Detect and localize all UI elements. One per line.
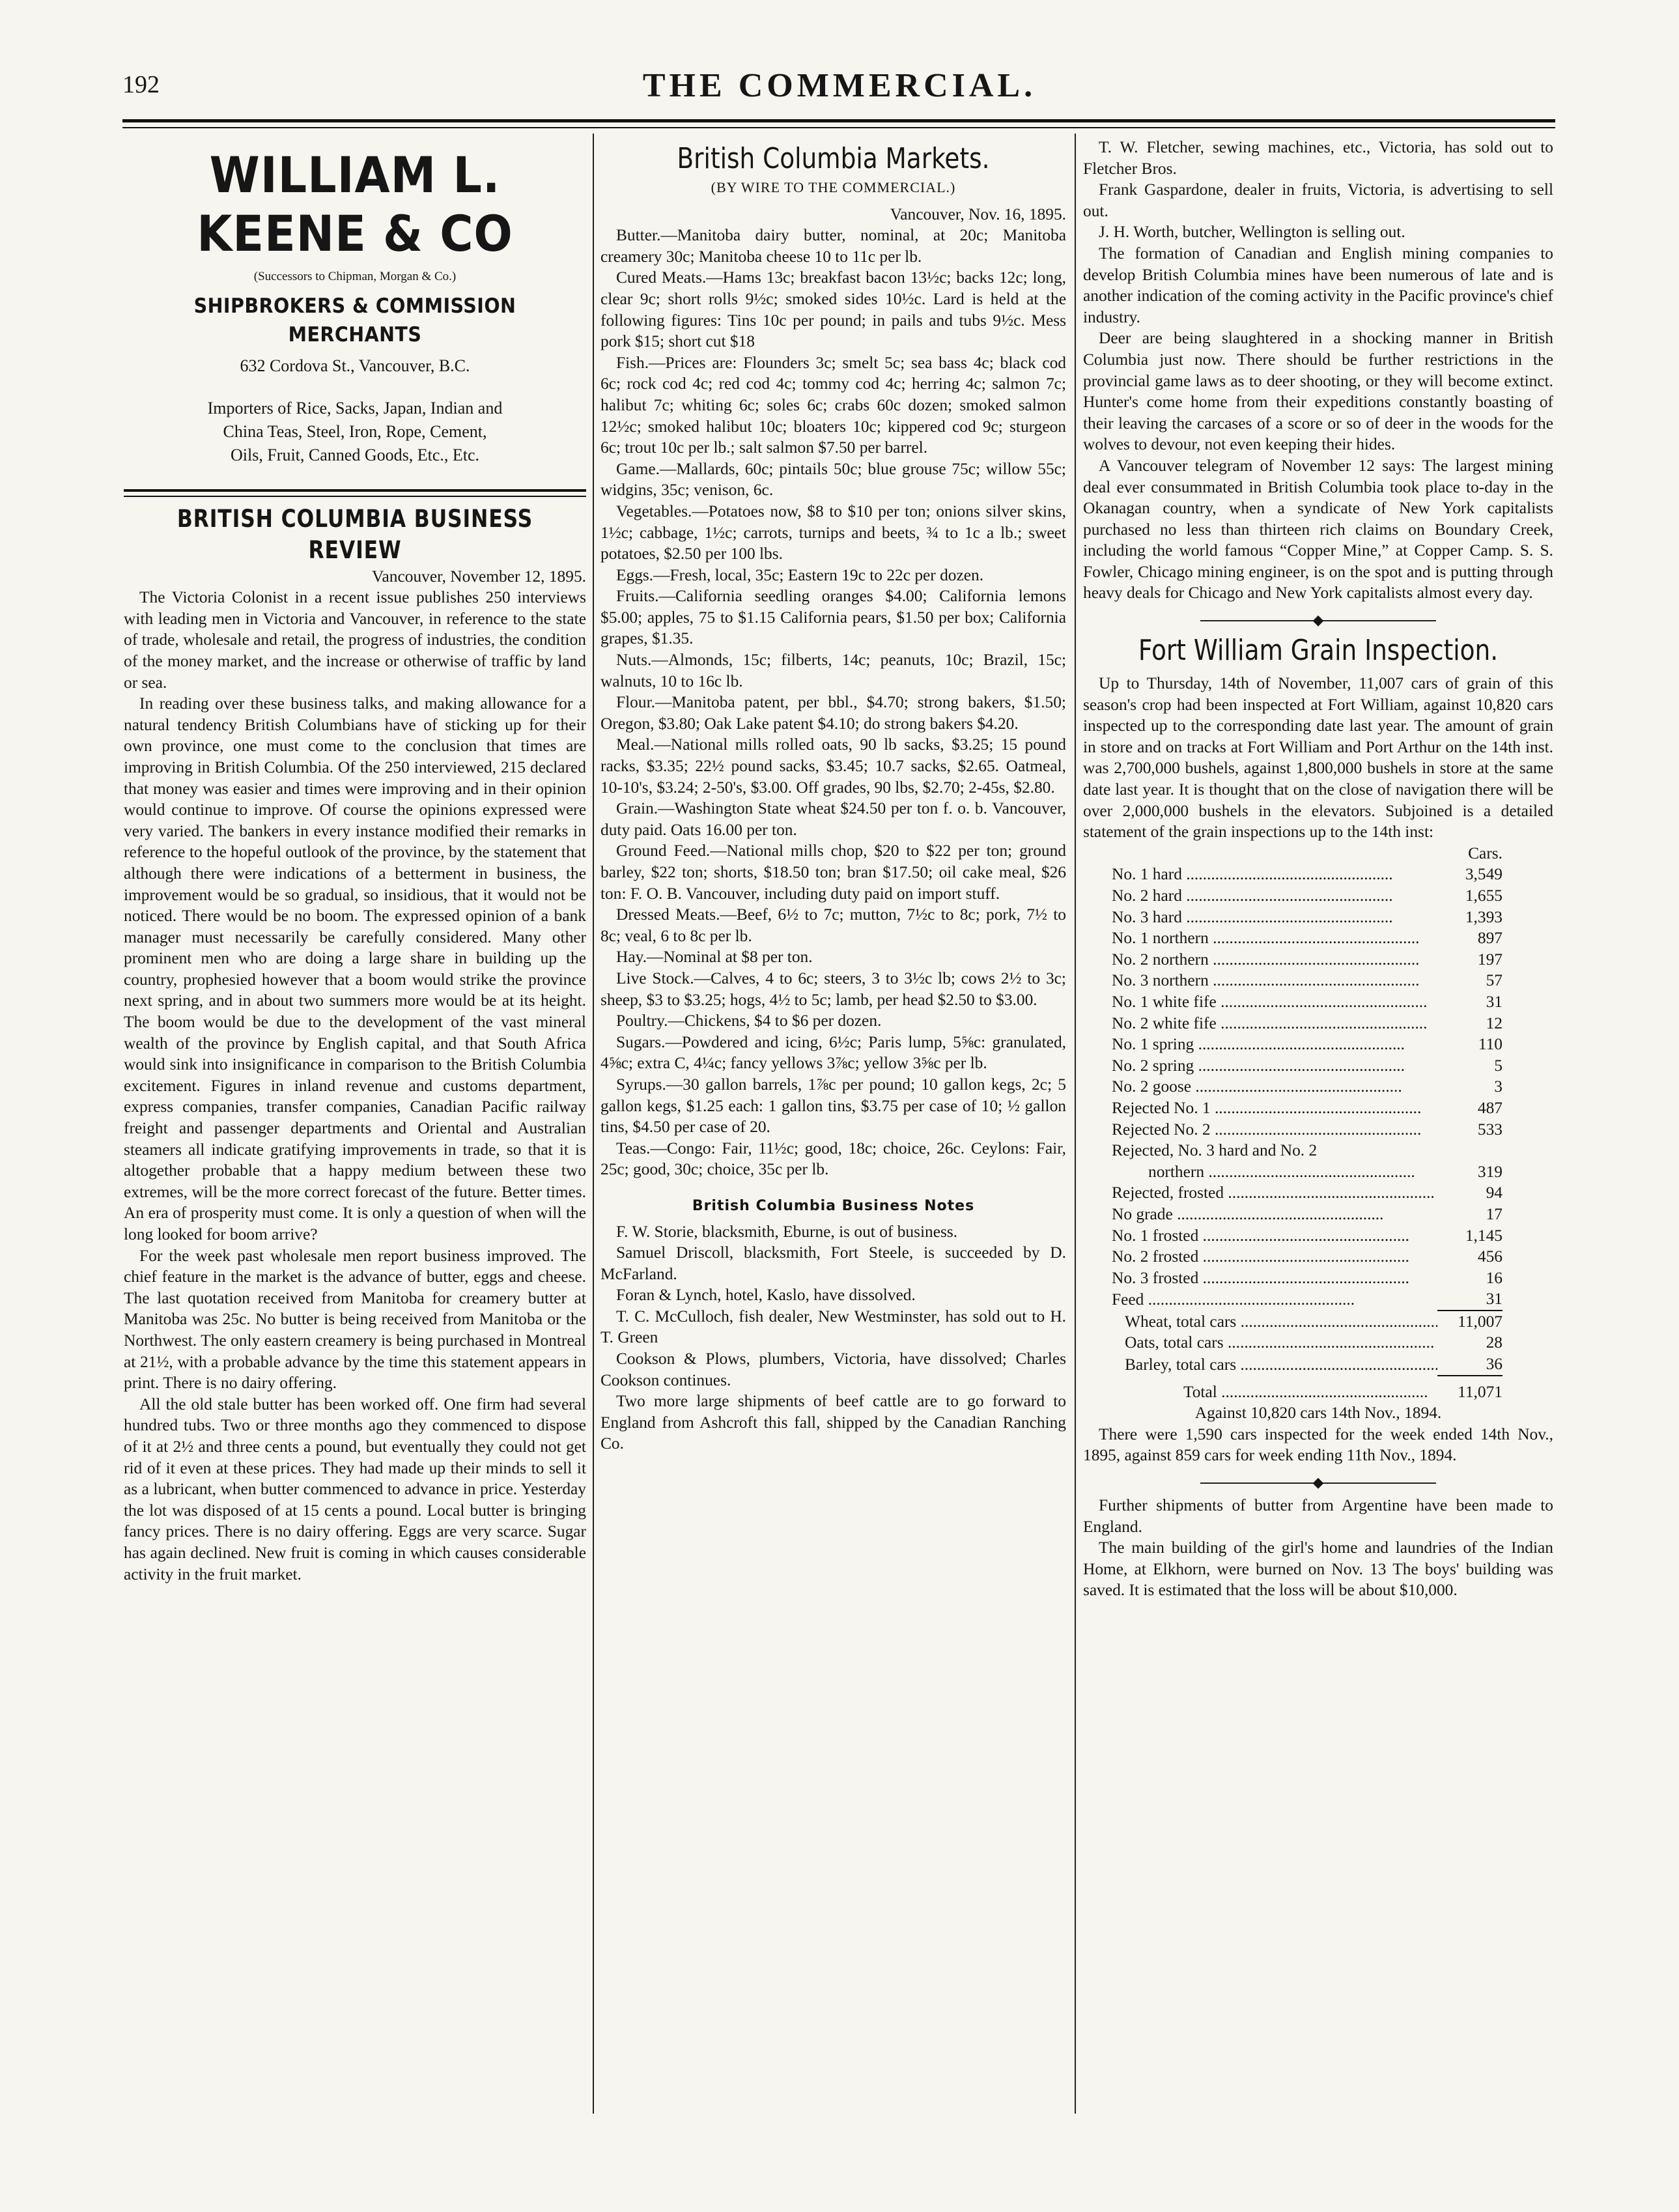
grade-cars: 3 xyxy=(1494,1077,1503,1096)
note-item: Two more large shipments of beef cattle are to go forward to England from Ashcroft this fall, shipped by the Canadian Ranching Co. xyxy=(600,1392,1066,1453)
grade-label: No. 1 northern ..... xyxy=(1112,928,1437,949)
section-rule xyxy=(124,489,586,492)
grain-weekly: There were 1,590 cars inspected for the week ended 14th Nov., 1895, against 859 cars for week ending 11th Nov., 1894. xyxy=(1083,1425,1553,1465)
article-dateline: Vancouver, November 12, 1895. xyxy=(372,567,586,586)
masthead-rule-thin xyxy=(122,127,1555,128)
page-number: 192 xyxy=(122,71,160,98)
grade-cars: 1,655 xyxy=(1465,886,1503,905)
note-item: Foran & Lynch, hotel, Kaslo, have dissolved. xyxy=(616,1286,916,1305)
table-row xyxy=(1112,1246,1503,1268)
closing-note: Further shipments of butter from Argentine have been made to England. xyxy=(1083,1496,1553,1536)
grade-label: No. 1 hard ..... xyxy=(1112,864,1437,885)
grade-label: No grade ..... xyxy=(1112,1204,1437,1225)
markets-subtitle: (BY WIRE TO THE COMMERCIAL.) xyxy=(711,179,956,195)
grade-cars: 57 xyxy=(1486,971,1503,990)
table-row xyxy=(1112,1055,1503,1077)
grade-label: No. 2 spring ..... xyxy=(1112,1055,1437,1077)
grade-cars: 487 xyxy=(1477,1098,1503,1117)
note-item: J. H. Worth, butcher, Wellington is selling out. xyxy=(1099,223,1405,242)
section-rule-thin xyxy=(124,496,586,497)
table-row xyxy=(1112,1288,1503,1311)
grain-table xyxy=(1112,843,1503,1402)
grade-label: No. 3 northern ..... xyxy=(1112,970,1437,991)
market-item: Vegetables.—Potatoes now, $8 to $10 per ton; onions silver skins, 1½c; cabbage, 1½c; carrots, turnips and beets, ¾ to 1c a lb.; sweet potatoes, $2.50 per 100 lbs. xyxy=(600,502,1066,563)
market-item: Dressed Meats.—Beef, 6½ to 7c; mutton, 7½c to 8c; pork, 7½ to 8c; veal, 6 to 8c per lb. xyxy=(600,905,1066,945)
table-row xyxy=(1112,928,1503,949)
article-paragraph: For the week past wholesale men report business improved. The chief feature in the market is the advance of butter, eggs and cheese. The last quotation received from Manitoba for creamery butter at Manitoba was 25c. No butter is being received from Manitoba or the Northwest. The only eastern creamery is being purchased in Montreal at 21½, with a probable advance by the time this statement appears in print. There is no dairy offering. xyxy=(124,1246,586,1393)
table-row xyxy=(1112,1268,1503,1289)
note-item: Cookson & Plows, plumbers, Victoria, have dissolved; Charles Cookson continues. xyxy=(600,1350,1066,1389)
table-row xyxy=(1112,970,1503,991)
grade-label: Rejected, No. 3 hard and No. 2 xyxy=(1112,1141,1318,1160)
column-divider xyxy=(1075,134,1076,2114)
grade-cars: 110 xyxy=(1478,1035,1503,1054)
grade-cars: 17 xyxy=(1486,1204,1503,1223)
advertiser-successors: (Successors to Chipman, Morgan & Co.) xyxy=(253,270,457,283)
article-paragraph: All the old stale butter has been worked off. One firm had several hundred tubs. Two or three months ago they commenced to dispose of it at 2½ and three cents a pound, but eventually they could not get rid of it even at these prices. They had made up their minds to sell it as a lubricant, when butter commenced to advance in price. Yesterday the lot was disposed of at 15 cents a pound. Local butter is bringing fancy prices. There is no dairy offering. Eggs are very scarce. Sugar has again declined. New fruit is coming in which causes considerable activity in the fruit market. xyxy=(124,1395,586,1583)
markets-dateline: Vancouver, Nov. 16, 1895. xyxy=(890,205,1066,223)
table-row xyxy=(1112,1354,1503,1376)
table-row xyxy=(1112,1332,1503,1354)
note-item: A Vancouver telegram of November 12 says: The largest mining deal ever consummated in British Columbia took place to-day in the Okanagan country, when a syndicate of New York capitalists purchased no less than thirteen rich claims on Boundary Creek, including the world famous “Copper Mine,” at Copper Camp. S. S. Fowler, Chicago mining engineer, is on the spot and is putting through heavy deals for Chicago and New York capitalists almost every day. xyxy=(1083,456,1553,603)
grade-label: No. 2 hard ..... xyxy=(1112,885,1437,907)
markets-title: British Columbia Markets. xyxy=(677,142,990,175)
table-row xyxy=(1112,1376,1503,1403)
column-1 xyxy=(124,137,586,1585)
column-3 xyxy=(1083,137,1553,1601)
article-paragraph: The Victoria Colonist in a recent issue publishes 250 interviews with leading men in Victoria and Vancouver, in reference to the state of trade, wholesale and retail, the progress of industries, the condition of the money market, and the increase or otherwise of traffic by land or sea. xyxy=(124,588,586,692)
table-row xyxy=(1112,991,1503,1013)
grade-label: No. 2 white fife ..... xyxy=(1112,1013,1437,1034)
importers-line: China Teas, Steel, Iron, Rope, Cement, xyxy=(223,421,487,441)
grade-label: Feed ..... xyxy=(1112,1288,1437,1311)
note-item: T. W. Fletcher, sewing machines, etc., Victoria, has sold out to Fletcher Bros. xyxy=(1083,138,1553,178)
market-item: Sugars.—Powdered and icing, 6½c; Paris lump, 5⅝c: granulated, 4⅝c; extra C, 4¼c; fancy yellows 3⅞c; yellow 3⅝c per lb. xyxy=(600,1032,1066,1073)
grade-cars: 11,007 xyxy=(1437,1311,1503,1333)
grade-cars: 197 xyxy=(1477,950,1503,969)
grade-cars: 319 xyxy=(1477,1162,1503,1181)
market-item: Butter.—Manitoba dairy butter, nominal, at 20c; Manitoba creamery 30c; Manitoba cheese 10 to 11c per lb. xyxy=(600,226,1066,266)
table-row xyxy=(1112,1098,1503,1119)
grade-label: Rejected, frosted ..... xyxy=(1112,1182,1437,1204)
table-row xyxy=(1112,1119,1503,1141)
market-item: Syrups.—30 gallon barrels, 1⅞c per pound; 10 gallon kegs, 2c; 5 gallon kegs, $1.25 each: 1 gallon tins, $3.75 per case of 10; ½ gallon tins, $4.50 per case of 20. xyxy=(600,1075,1066,1137)
notes-title: British Columbia Business Notes xyxy=(692,1197,975,1214)
table-row xyxy=(1112,1013,1503,1034)
grain-title: Fort William Grain Inspection. xyxy=(1138,634,1499,668)
table-row xyxy=(1112,1076,1503,1098)
grade-cars xyxy=(1437,1140,1503,1161)
grade-cars: 3,549 xyxy=(1465,865,1503,884)
article-paragraph: In reading over these business talks, and making allowance for a natural tendency British Columbians have of sticking up for their own province, one must come to the conclusion that times are improving in British Columbia. Of the 250 interviewed, 215 declared that money was easier and times were improving and in their opinion would continue to improve. Of course the opinions expressed were very varied. The bankers in every instance modified their remarks in reference to the hopeful outlook of the province, by the statement that although there were indications of a betterment in business, the improvement would be so gradual, so insidious, that it would not be noticed. There would be no boom. The expressed opinion of a bank manager must necessarily be carefully considered. Many other prominent men who are doing a large share in building up the country, prophesied however that a boom would strike the province next spring, and in about two summers more would be at its height. The boom would be due to the development of the vast mineral wealth of the province by English capital, and that South Africa would sink into insignificance in comparison to the British Columbia excitement. Figures in inland revenue and customs department, express companies, transfer companies, Canadian Pacific railway freight and passenger departments and Oriental and Australian steamers all indicate gratifying improvements in trade, so that it is altogether probable that a happy medium between these two extremes, will be the more correct forecast of the future. Better times. An era of prosperity must come. It is only a question of when will the long looked for boom arrive? xyxy=(124,694,586,1243)
grade-cars: 16 xyxy=(1486,1268,1503,1287)
table-row xyxy=(1112,949,1503,971)
table-row xyxy=(1112,1161,1503,1183)
table-row xyxy=(1112,1204,1503,1225)
grade-cars: 5 xyxy=(1494,1056,1503,1075)
market-item: Hay.—Nominal at $8 per ton. xyxy=(616,948,813,967)
grade-cars: 36 xyxy=(1486,1355,1503,1374)
column-divider xyxy=(593,134,594,2114)
note-item: F. W. Storie, blacksmith, Eburne, is out of business. xyxy=(616,1222,958,1241)
grain-table-header xyxy=(1112,843,1503,864)
market-item: Fruits.—California seedling oranges $4.00; California lemons $5.00; apples, 75 to $1.15 California pears, $1.50 per box; California grapes, $1.35. xyxy=(600,587,1066,648)
market-item: Nuts.—Almonds, 15c; filberts, 14c; peanuts, 10c; Brazil, 15c; walnuts, 10 to 16c lb. xyxy=(600,651,1066,690)
grade-cars: 31 xyxy=(1486,992,1503,1011)
grain-intro: Up to Thursday, 14th of November, 11,007 cars of grain of this season's crop had been inspected at Fort William, against 10,820 cars inspected up to the corresponding date last year. The amount of grain in store and on tracks at Fort William and Port Arthur on the 14th inst. was 2,700,000 bushels, against 1,800,000 bushels in store at the same date last year. It is thought that on the close of navigation there will be over 2,000,000 bushels in the elevators. Subjoined is a detailed statement of the grain inspections up to the 14th inst: xyxy=(1083,674,1553,842)
note-item: T. C. McCulloch, fish dealer, New Westminster, has sold out to H. T. Green xyxy=(600,1307,1066,1347)
market-item: Game.—Mallards, 60c; pintails 50c; blue grouse 75c; willow 55c; widgins, 35c; venison, 6c. xyxy=(600,459,1066,500)
table-row xyxy=(1112,1225,1503,1247)
grade-label: Oats, total cars ..... xyxy=(1112,1332,1437,1354)
grade-label: Barley, total cars ..... xyxy=(1112,1354,1437,1376)
ornament-divider xyxy=(1083,618,1553,623)
market-item: Cured Meats.—Hams 13c; breakfast bacon 13½c; backs 12c; long, clear 9c; short rolls 9½c; smoked sides 10½c. Lard is held at the following figures: Tins 10c per pound; in pails and tubs 9½c. Mess pork $15; short cut $18 xyxy=(600,268,1066,351)
importers-line: Importers of Rice, Sacks, Japan, Indian and xyxy=(207,398,503,418)
grade-label: No. 2 frosted ..... xyxy=(1112,1246,1437,1268)
advertiser-importers xyxy=(124,397,586,467)
table-row xyxy=(1112,885,1503,907)
grade-cars: 1,393 xyxy=(1465,907,1503,926)
grade-label: Rejected No. 1 ..... xyxy=(1112,1098,1437,1119)
table-row xyxy=(1112,1034,1503,1055)
note-item: Samuel Driscoll, blacksmith, Fort Steele, is succeeded by D. McFarland. xyxy=(600,1243,1066,1283)
note-item: Frank Gaspardone, dealer in fruits, Victoria, is advertising to sell out. xyxy=(1083,180,1553,220)
grade-label: No. 1 frosted ..... xyxy=(1112,1225,1437,1247)
grade-label: Wheat, total cars ..... xyxy=(1112,1311,1437,1333)
advertiser-business: SHIPBROKERS & COMMISSION MERCHANTS xyxy=(193,294,516,347)
market-item: Teas.—Congo: Fair, 11½c; good, 18c; choice, 26c. Ceylons: Fair, 25c; good, 30c; choice, 35c per lb. xyxy=(600,1139,1066,1179)
market-item: Flour.—Manitoba patent, per bbl., $4.70; strong bakers, $1.50; Oregon, $3.80; Oak Lake patent $4.10; do strong bakers $4.20. xyxy=(600,693,1066,733)
importers-line: Oils, Fruit, Canned Goods, Etc., Etc. xyxy=(230,445,479,464)
grade-label: No. 3 hard ..... xyxy=(1112,907,1437,928)
table-row xyxy=(1112,1182,1503,1204)
grade-cars: 28 xyxy=(1486,1333,1503,1352)
grade-label: Total ..... xyxy=(1112,1376,1437,1403)
grade-cars: 11,071 xyxy=(1437,1376,1503,1403)
masthead-rule xyxy=(122,119,1555,122)
grade-cars: 533 xyxy=(1477,1120,1503,1139)
article-title: BRITISH COLUMBIA BUSINESS REVIEW xyxy=(176,504,533,564)
table-row xyxy=(1112,1140,1503,1161)
market-item: Fish.—Prices are: Flounders 3c; smelt 5c; sea bass 4c; black cod 6c; rock cod 4c; red cod 4c; tommy cod 4c; herring 4c; salmon 7c; halibut 7c; whiting 6c; soles 6c; crabs 60c dozen; smoked salmon 12½c; smoked halibut 10c; bloaters 10c; kippered cod 9c; sturgeon 6c; trout 10c per lb.; salt salmon $7.50 per barrel. xyxy=(600,353,1066,457)
market-item: Meal.—National mills rolled oats, 90 lb sacks, $3.25; 15 pound racks, $3.35; 22½ pound sacks, $3.45; 10.7 sacks, $2.65. Oatmeal, 10-10's, $3.24; 2-50's, $3.00. Off grades, 90 lbs, $2.70; 2-45s, $2.80. xyxy=(600,735,1066,797)
grade-cars: 897 xyxy=(1477,929,1503,948)
grade-label: No. 1 white fife ..... xyxy=(1112,991,1437,1013)
market-item: Ground Feed.—National mills chop, $20 to $22 per ton; ground barley, $22 ton; shorts, $18.50 ton; bran $17.50; oil cake meal, $26 ton: F. O. B. Vancouver, including duty paid on import stuff. xyxy=(600,842,1066,903)
closing-note: The main building of the girl's home and laundries of the Indian Home, at Elkhorn, were burned on Nov. 13 The boys' building was saved. It is estimated that the loss will be about $10,000. xyxy=(1083,1538,1553,1600)
grade-cars: 94 xyxy=(1486,1184,1503,1202)
table-row xyxy=(1112,907,1503,928)
grade-cars: 12 xyxy=(1486,1014,1503,1032)
masthead: THE COMMERCIAL. xyxy=(642,67,1037,104)
grade-cars: 1,145 xyxy=(1465,1226,1503,1245)
note-item: The formation of Canadian and English mining companies to develop British Columbia mines have been numerous of late and is another indication of the coming activity in the Pacific province's chief industry. xyxy=(1083,244,1553,326)
ornament-divider xyxy=(1083,1481,1553,1486)
grade-cars: 31 xyxy=(1486,1290,1503,1309)
grain-comparison: Against 10,820 cars 14th Nov., 1894. xyxy=(1194,1404,1442,1423)
grade-label: No. 2 northern ..... xyxy=(1112,949,1437,971)
table-row xyxy=(1112,1311,1503,1333)
cars-header: Cars. xyxy=(1468,844,1503,862)
grade-label: No. 3 frosted ..... xyxy=(1112,1268,1437,1289)
grade-label: No. 1 spring ..... xyxy=(1112,1034,1437,1055)
grade-label: Rejected No. 2 ..... xyxy=(1112,1119,1437,1141)
grade-cars: 456 xyxy=(1477,1247,1503,1266)
market-item: Eggs.—Fresh, local, 35c; Eastern 19c to 22c per dozen. xyxy=(616,565,984,584)
advertiser-address: 632 Cordova St., Vancouver, B.C. xyxy=(240,356,470,375)
grade-label: No. 2 goose ..... xyxy=(1112,1076,1437,1098)
note-item: Deer are being slaughtered in a shocking manner in British Columbia just now. There should be further restrictions in the provincial game laws as to deer shooting, or they will become extinct. Hunter's come home from their expeditions constantly boasting of their leaving the carcases of a score or so of deer in the woods for the wolves to devour, not even keeping their hides. xyxy=(1083,329,1553,454)
advertiser-name: WILLIAM L. KEENE & CO xyxy=(197,146,513,262)
market-item: Grain.—Washington State wheat $24.50 per ton f. o. b. Vancouver, duty paid. Oats 16.00 per ton. xyxy=(600,799,1066,839)
grade-label: northern ..... xyxy=(1112,1161,1437,1183)
table-row xyxy=(1112,864,1503,885)
market-item: Live Stock.—Calves, 4 to 6c; steers, 3 to 3½c lb; cows 2½ to 3c; sheep, $3 to $3.25; hogs, 4½ to 5c; lamb, per head $2.50 to $3.00. xyxy=(600,969,1066,1009)
market-item: Poultry.—Chickens, $4 to $6 per dozen. xyxy=(616,1012,882,1030)
column-2 xyxy=(600,137,1066,1454)
